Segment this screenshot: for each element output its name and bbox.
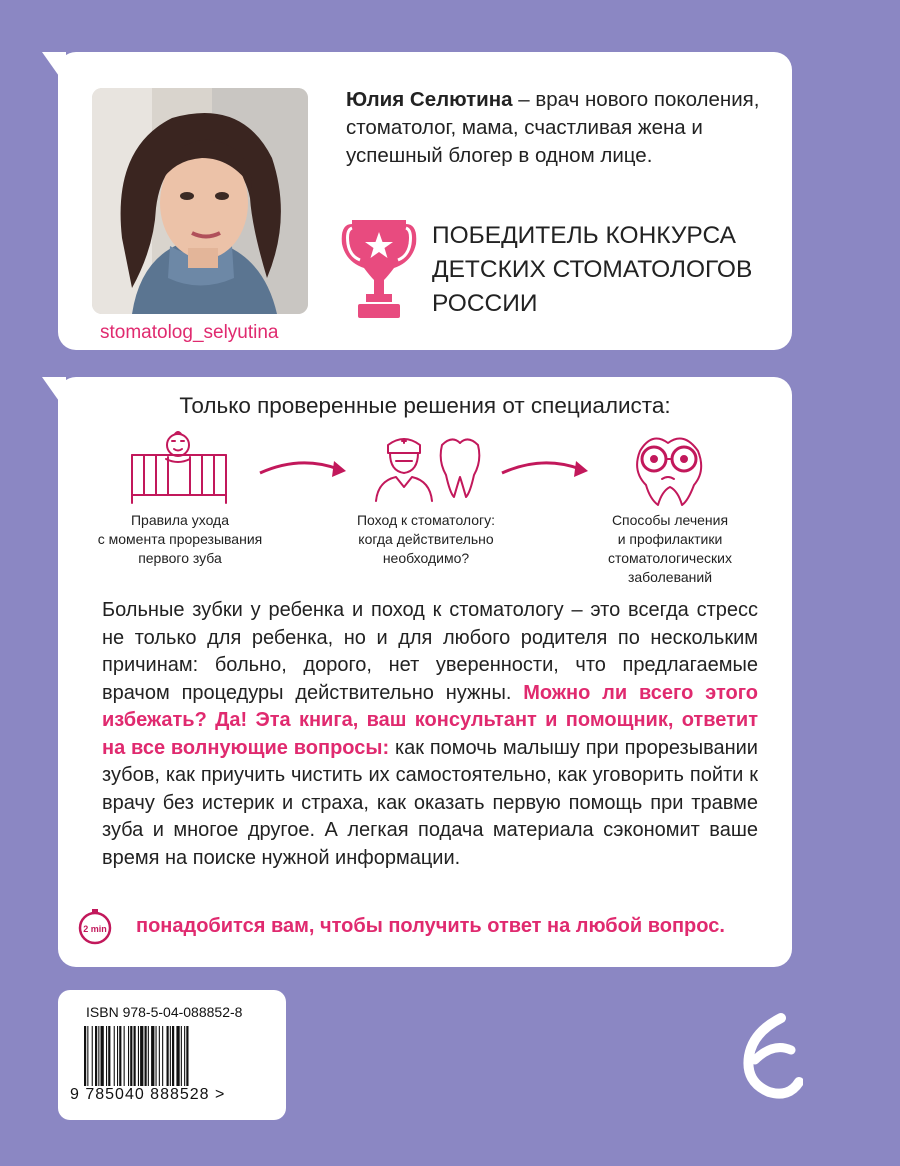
barcode-bar: [117, 1026, 118, 1086]
barcode-bar: [184, 1026, 185, 1086]
barcode-bar: [134, 1026, 136, 1086]
author-description: – врач нового поколения, стоматолог, мама, счастливая жена и успешный блогер в одном лице.: [346, 88, 760, 167]
barcode-bar: [172, 1026, 174, 1086]
dentist-tooth-icon: [374, 431, 482, 503]
author-bio: [346, 86, 766, 170]
isbn-label: ISBN 978-5-04-088852-8: [86, 1004, 243, 1020]
barcode-bar: [170, 1026, 171, 1086]
barcode-bar: [167, 1026, 169, 1086]
trophy-icon: [338, 214, 420, 324]
step-caption: [64, 511, 296, 568]
description-intro: Больные зубки у ребенка и поход к стоматологу – это всегда стресс не только для ребенка, но и для любого родителя по нескольким причинам: больно, дорого, нет уверенности, что предлагаемые врачом процедуры действительно нужны.: [102, 599, 758, 704]
barcode-bar: [140, 1026, 143, 1086]
author-photo: [92, 88, 308, 314]
barcode-bar: [162, 1026, 163, 1086]
barcode-bar: [106, 1026, 107, 1086]
caption-line: заболеваний: [627, 569, 713, 585]
award-text: [432, 219, 792, 321]
award-line: РОССИИ: [432, 290, 538, 317]
baby-crib-icon: [128, 425, 232, 505]
book-description: [102, 597, 758, 872]
barcode-bar: [138, 1026, 139, 1086]
timer-text: понадобится вам, чтобы получить ответ на любой вопрос.: [136, 915, 725, 937]
award-line: ДЕТСКИХ СТОМАТОЛОГОВ: [432, 256, 753, 283]
barcode-bar: [148, 1026, 149, 1086]
barcode-bar: [156, 1026, 157, 1086]
barcode-bar: [145, 1026, 147, 1086]
barcode: [84, 1026, 266, 1086]
barcode-bar: [101, 1026, 104, 1086]
tooth-glasses-icon: [628, 429, 710, 507]
barcode-bar: [84, 1026, 86, 1086]
caption-line: Способы лечения: [611, 512, 729, 528]
barcode-bar: [92, 1026, 93, 1086]
award-line: ПОБЕДИТЕЛЬ КОНКУРСА: [432, 222, 736, 249]
barcode-bar: [108, 1026, 110, 1086]
stopwatch-icon: [76, 909, 114, 945]
author-name: Юлия Селютина: [346, 88, 513, 111]
description-rest: как помочь малышу при прорезывании зубов, как приучить чистить их самостоятельно, как уговорить пойти к врачу без истерик и страха, как оказать первую помощь при травме зуба и многое другое. А легкая подача материала сэкономит ваше время на поиске нужной информации.: [102, 736, 758, 869]
barcode-bar: [98, 1026, 99, 1086]
timer-badge-label: 2 min: [83, 924, 107, 934]
description-highlight: Можно ли всего этого избежать? Да! Эта книга, ваш консультант и помощник, ответит на все волнующие вопросы:: [102, 681, 758, 759]
barcode-bar: [87, 1026, 88, 1086]
caption-line: с момента прорезывания: [97, 531, 263, 547]
barcode-bar: [159, 1026, 160, 1086]
caption-line: Поход к стоматологу:: [356, 512, 496, 528]
barcode-bar: [128, 1026, 129, 1086]
publisher-logo-icon: [733, 1012, 803, 1100]
arrow-right-icon: [256, 457, 348, 481]
barcode-bar: [181, 1026, 182, 1086]
caption-line: стоматологических: [608, 550, 732, 566]
arrow-right-icon: [498, 457, 590, 481]
barcode-digits: 9 785040 888528 >: [70, 1086, 226, 1103]
step-caption: [310, 511, 542, 568]
barcode-bar: [114, 1026, 115, 1086]
barcode-bar: [124, 1026, 125, 1086]
barcode-bar: [95, 1026, 97, 1086]
caption-line: Правила ухода: [130, 512, 229, 528]
caption-line: и профилактики: [617, 531, 723, 547]
barcode-bar: [186, 1026, 188, 1086]
barcode-bar: [151, 1026, 154, 1086]
author-card: [58, 52, 792, 350]
step-caption: [554, 511, 786, 587]
barcode-bar: [119, 1026, 121, 1086]
barcode-bar: [176, 1026, 179, 1086]
caption-line: необходимо?: [382, 550, 470, 566]
barcode-bar: [130, 1026, 132, 1086]
caption-line: когда действительно: [358, 531, 494, 547]
instagram-handle: stomatolog_selyutina: [100, 322, 279, 343]
solutions-heading: Только проверенные решения от специалиста:: [179, 393, 671, 418]
isbn-card: [58, 990, 286, 1120]
description-card: [58, 377, 792, 967]
caption-line: первого зуба: [138, 550, 222, 566]
